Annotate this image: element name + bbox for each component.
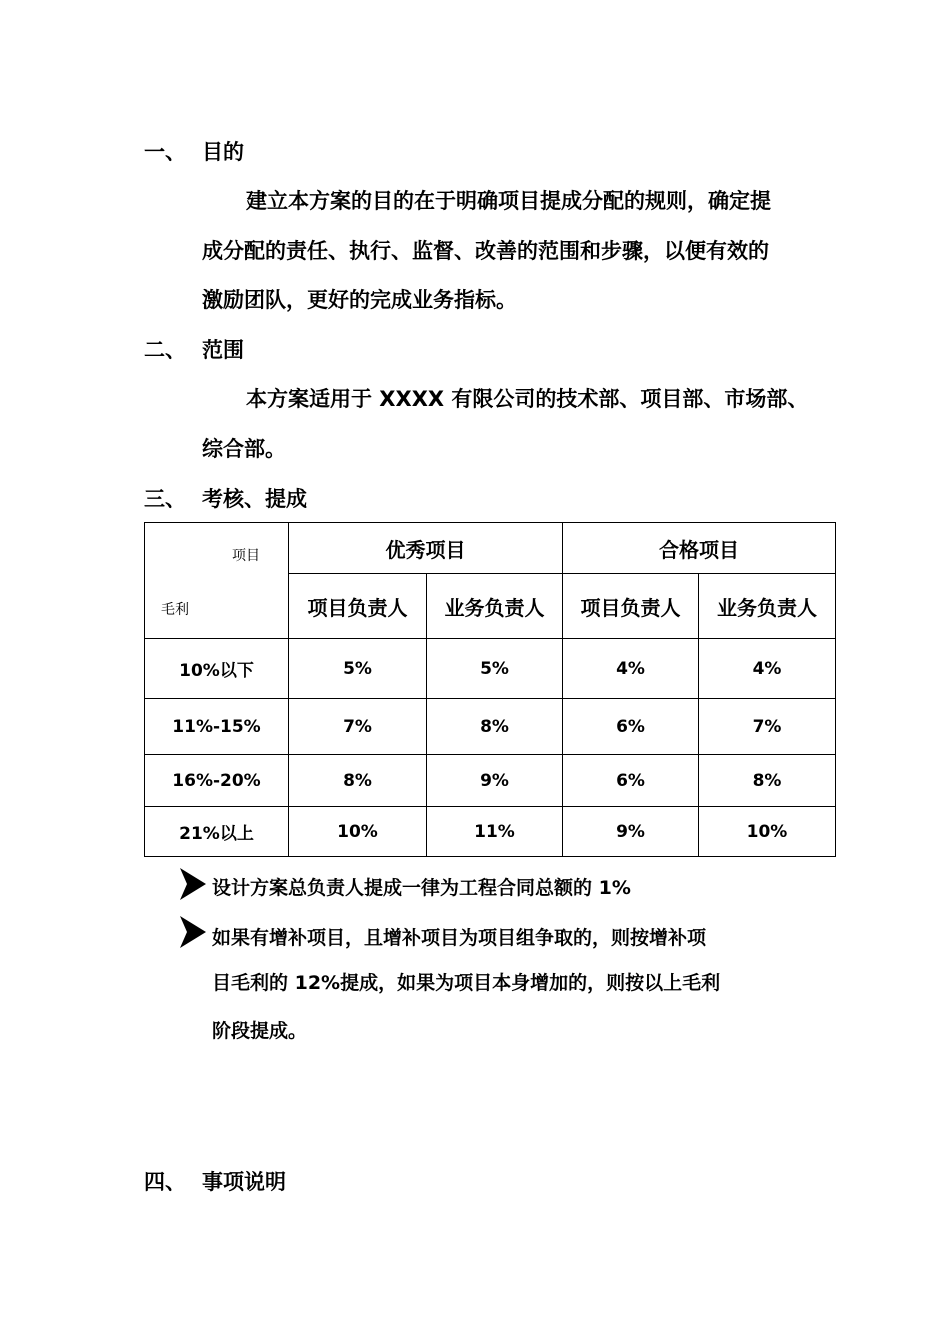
section-title: 考核、提成 [202,487,307,511]
table-cell: 4% [563,639,699,699]
subheader-cell: 业务负责人 [427,574,563,639]
purpose-line: 成分配的责任、执行、监督、改善的范围和步骤，以便有效的 [202,239,769,263]
table-row [145,755,836,807]
section-title: 范围 [202,338,244,362]
purpose-line: 建立本方案的目的在于明确项目提成分配的规则，确定提 [246,189,771,213]
corner-cell [145,523,289,639]
commission-table [144,522,836,857]
table-cell: 11% [427,807,563,857]
table-cell: 10% [289,807,427,857]
section-title: 目的 [202,140,244,164]
row-label: 11%-15% [145,699,289,755]
corner-label-project: 项目 [232,548,260,564]
subheader-cell: 业务负责人 [699,574,836,639]
purpose-line: 激励团队，更好的完成业务指标。 [202,288,517,312]
arrow-bullet-icon [178,866,208,902]
scope-line: 综合部。 [202,437,286,461]
section-number: 三、 [144,487,186,511]
table-cell: 7% [699,699,836,755]
subheader-cell: 项目负责人 [563,574,699,639]
table-row [145,699,836,755]
subheader-cell: 项目负责人 [289,574,427,639]
table-row [145,639,836,699]
note-line: 阶段提成。 [212,1020,308,1042]
section-number: 二、 [144,338,186,362]
row-label: 10%以下 [145,639,289,699]
table-row [145,807,836,857]
note-line: 设计方案总负责人提成一律为工程合同总额的 1% [212,877,631,899]
group-header-qualified: 合格项目 [563,523,836,574]
table-cell: 10% [699,807,836,857]
table-cell: 9% [563,807,699,857]
table-cell: 9% [427,755,563,807]
arrow-bullet-icon [178,914,208,950]
section-number: 一、 [144,140,186,164]
note-line: 目毛利的 12%提成，如果为项目本身增加的，则按以上毛利 [212,972,721,994]
table-cell: 6% [563,699,699,755]
scope-line: 本方案适用于 XXXX 有限公司的技术部、项目部、市场部、 [246,387,809,411]
table-cell: 8% [289,755,427,807]
table-cell: 6% [563,755,699,807]
table-cell: 5% [427,639,563,699]
table-cell: 8% [427,699,563,755]
row-label: 21%以上 [145,807,289,857]
table-header-row [145,523,836,574]
group-header-excellent: 优秀项目 [289,523,563,574]
row-label: 16%-20% [145,755,289,807]
table-cell: 4% [699,639,836,699]
note-line: 如果有增补项目，且增补项目为项目组争取的，则按增补项 [212,927,707,949]
table-cell: 8% [699,755,836,807]
section-title: 事项说明 [202,1170,286,1194]
section-number: 四、 [144,1170,186,1194]
corner-label-margin: 毛利 [161,602,189,618]
table-cell: 7% [289,699,427,755]
table-cell: 5% [289,639,427,699]
